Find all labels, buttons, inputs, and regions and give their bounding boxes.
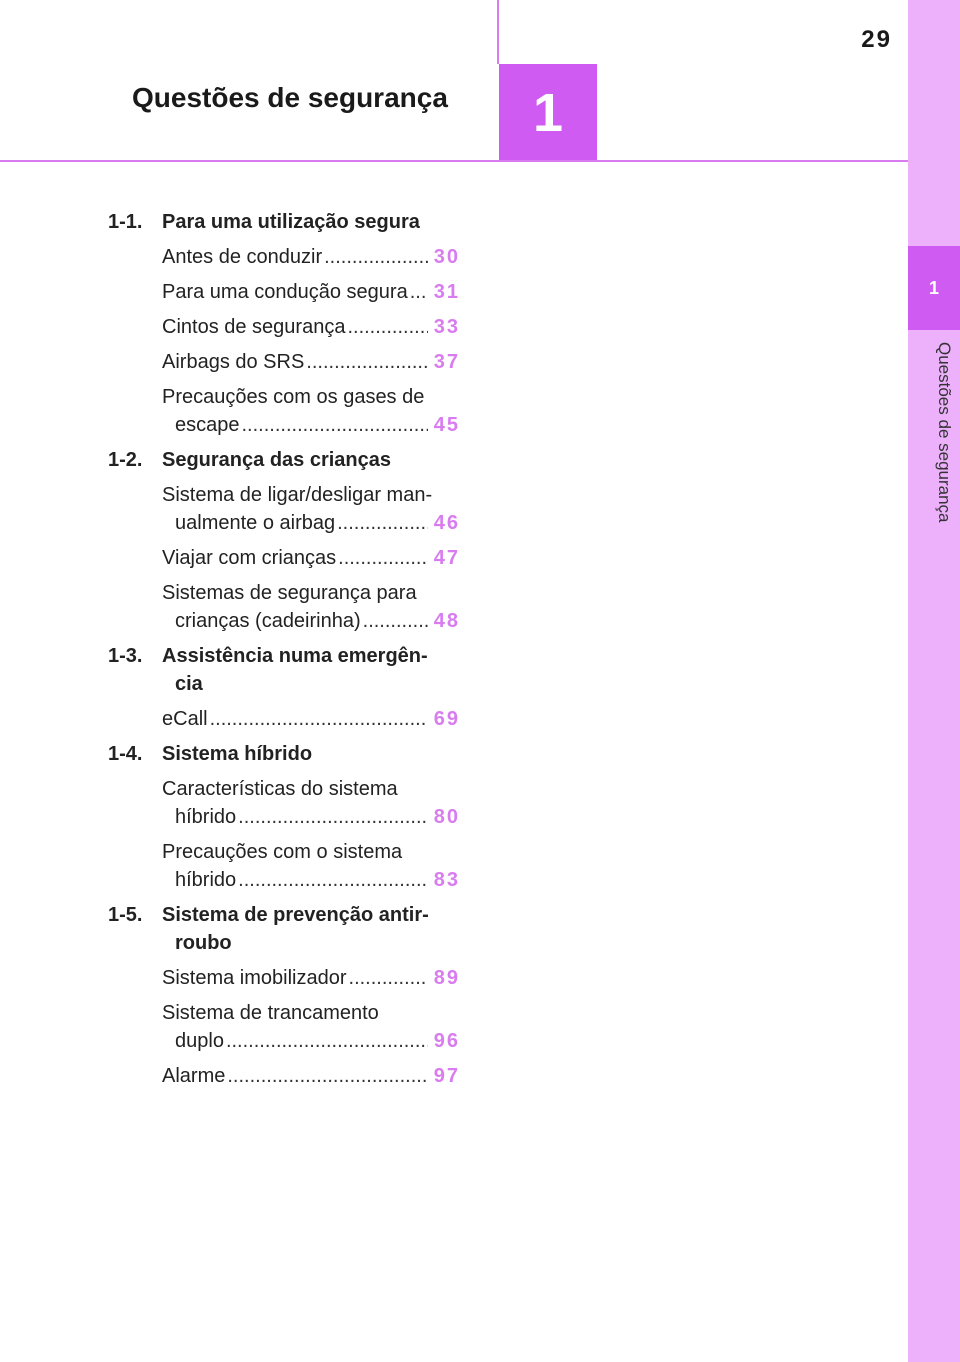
entry-title: Antes de conduzir	[162, 246, 323, 268]
toc-entry[interactable]	[162, 313, 460, 341]
page-reference[interactable]: 31	[433, 281, 460, 303]
page-reference[interactable]: 83	[433, 869, 460, 891]
dot-leader	[226, 1027, 428, 1055]
header-divider-vertical	[497, 0, 499, 64]
toc-entry[interactable]	[162, 348, 460, 376]
entry-title: eCall	[162, 708, 208, 730]
dot-leader	[306, 348, 428, 376]
entry-row	[162, 278, 460, 306]
section-title	[162, 740, 460, 768]
section-number: 1-5.	[108, 904, 143, 926]
section-title	[162, 208, 460, 236]
page-reference[interactable]: 96	[433, 1030, 460, 1052]
toc-entry[interactable]	[162, 838, 460, 894]
dot-leader	[238, 803, 428, 831]
section-title-line: cia	[175, 673, 203, 695]
dot-leader	[324, 243, 428, 271]
toc-entry[interactable]	[162, 964, 460, 992]
entry-title: híbrido	[175, 869, 237, 891]
entry-title-line: Sistemas de segurança para	[162, 582, 417, 604]
toc-section-heading	[108, 446, 460, 474]
side-tab-bar	[908, 0, 960, 1362]
entry-row	[162, 607, 460, 635]
toc-entry[interactable]	[162, 775, 460, 831]
section-title-line: roubo	[175, 932, 232, 954]
section-title-line: Assistência numa emergên-	[162, 645, 428, 667]
toc-section-heading	[108, 208, 460, 236]
section-number: 1-2.	[108, 449, 143, 471]
page-reference[interactable]: 97	[433, 1065, 460, 1087]
entry-row	[162, 1027, 460, 1055]
toc-section-heading	[108, 642, 460, 698]
toc-entry[interactable]	[162, 544, 460, 572]
entry-title: escape	[175, 414, 240, 436]
dot-leader	[349, 964, 428, 992]
section-number: 1-1.	[108, 211, 143, 233]
page-reference[interactable]: 30	[433, 246, 460, 268]
entry-title-line: Precauções com o sistema	[162, 841, 403, 863]
section-title-line: Sistema de prevenção antir-	[162, 904, 429, 926]
page-reference[interactable]: 37	[433, 351, 460, 373]
entry-row	[162, 803, 460, 831]
section-title	[162, 446, 460, 474]
toc-section-heading	[108, 740, 460, 768]
section-title-line: Segurança das crianças	[162, 449, 392, 471]
entry-row	[162, 313, 460, 341]
entry-title: Para uma condução segura	[162, 281, 408, 303]
toc-section-heading	[108, 901, 460, 957]
section-number: 1-4.	[108, 743, 143, 765]
toc-entry[interactable]	[162, 1062, 460, 1090]
dot-leader	[337, 509, 428, 537]
section-title-line: Para uma utilização segura	[162, 211, 420, 233]
dot-leader	[227, 1062, 428, 1090]
entry-title: duplo	[175, 1030, 224, 1052]
entry-row	[162, 243, 460, 271]
page-number: 29	[861, 26, 892, 53]
entry-title: Cintos de segurança	[162, 316, 346, 338]
entry-row	[162, 866, 460, 894]
header-divider	[0, 160, 908, 162]
page-reference[interactable]: 89	[433, 967, 460, 989]
dot-leader	[410, 278, 428, 306]
entry-row	[162, 348, 460, 376]
entry-row	[162, 705, 460, 733]
entry-title: Viajar com crianças	[162, 547, 337, 569]
dot-leader	[238, 866, 428, 894]
dot-leader	[347, 313, 428, 341]
entry-title-line: Sistema de ligar/desligar man-	[162, 484, 433, 506]
chapter-number-box: 1	[499, 64, 597, 161]
entry-title: Alarme	[162, 1065, 226, 1087]
toc-entry[interactable]	[162, 278, 460, 306]
dot-leader	[242, 411, 429, 439]
entry-title-line: Precauções com os gases de	[162, 386, 425, 408]
entry-row	[162, 544, 460, 572]
toc-entry[interactable]	[162, 481, 460, 537]
dot-leader	[363, 607, 428, 635]
entry-title: ualmente o airbag	[175, 512, 336, 534]
entry-row	[162, 509, 460, 537]
entry-row	[162, 411, 460, 439]
page-reference[interactable]: 45	[433, 414, 460, 436]
entry-title-line: Características do sistema	[162, 778, 398, 800]
page-reference[interactable]: 48	[433, 610, 460, 632]
side-tab-label: Questões de segurança	[935, 342, 954, 523]
section-title-line: Sistema híbrido	[162, 743, 313, 765]
entry-row	[162, 964, 460, 992]
page-reference[interactable]: 46	[433, 512, 460, 534]
dot-leader	[210, 705, 428, 733]
toc-entry[interactable]	[162, 999, 460, 1055]
table-of-contents	[108, 208, 460, 1097]
side-tab-chapter-number[interactable]: 1	[908, 246, 960, 330]
entry-title: crianças (cadeirinha)	[175, 610, 361, 632]
page-title: Questões de segurança	[132, 82, 448, 113]
entry-title: Sistema imobilizador	[162, 967, 347, 989]
entry-title: híbrido	[175, 806, 237, 828]
page-reference[interactable]: 47	[433, 547, 460, 569]
toc-entry[interactable]	[162, 579, 460, 635]
toc-entry[interactable]	[162, 383, 460, 439]
section-number: 1-3.	[108, 645, 143, 667]
toc-entry[interactable]	[162, 243, 460, 271]
entry-title-line: Sistema de trancamento	[162, 1002, 379, 1024]
page-reference[interactable]: 33	[433, 316, 460, 338]
page-reference[interactable]: 80	[433, 806, 460, 828]
entry-row	[162, 1062, 460, 1090]
page-reference[interactable]: 69	[433, 708, 460, 730]
entry-title: Airbags do SRS	[162, 351, 305, 373]
section-title	[162, 642, 460, 698]
section-title	[162, 901, 460, 957]
toc-entry[interactable]	[162, 705, 460, 733]
dot-leader	[338, 544, 428, 572]
